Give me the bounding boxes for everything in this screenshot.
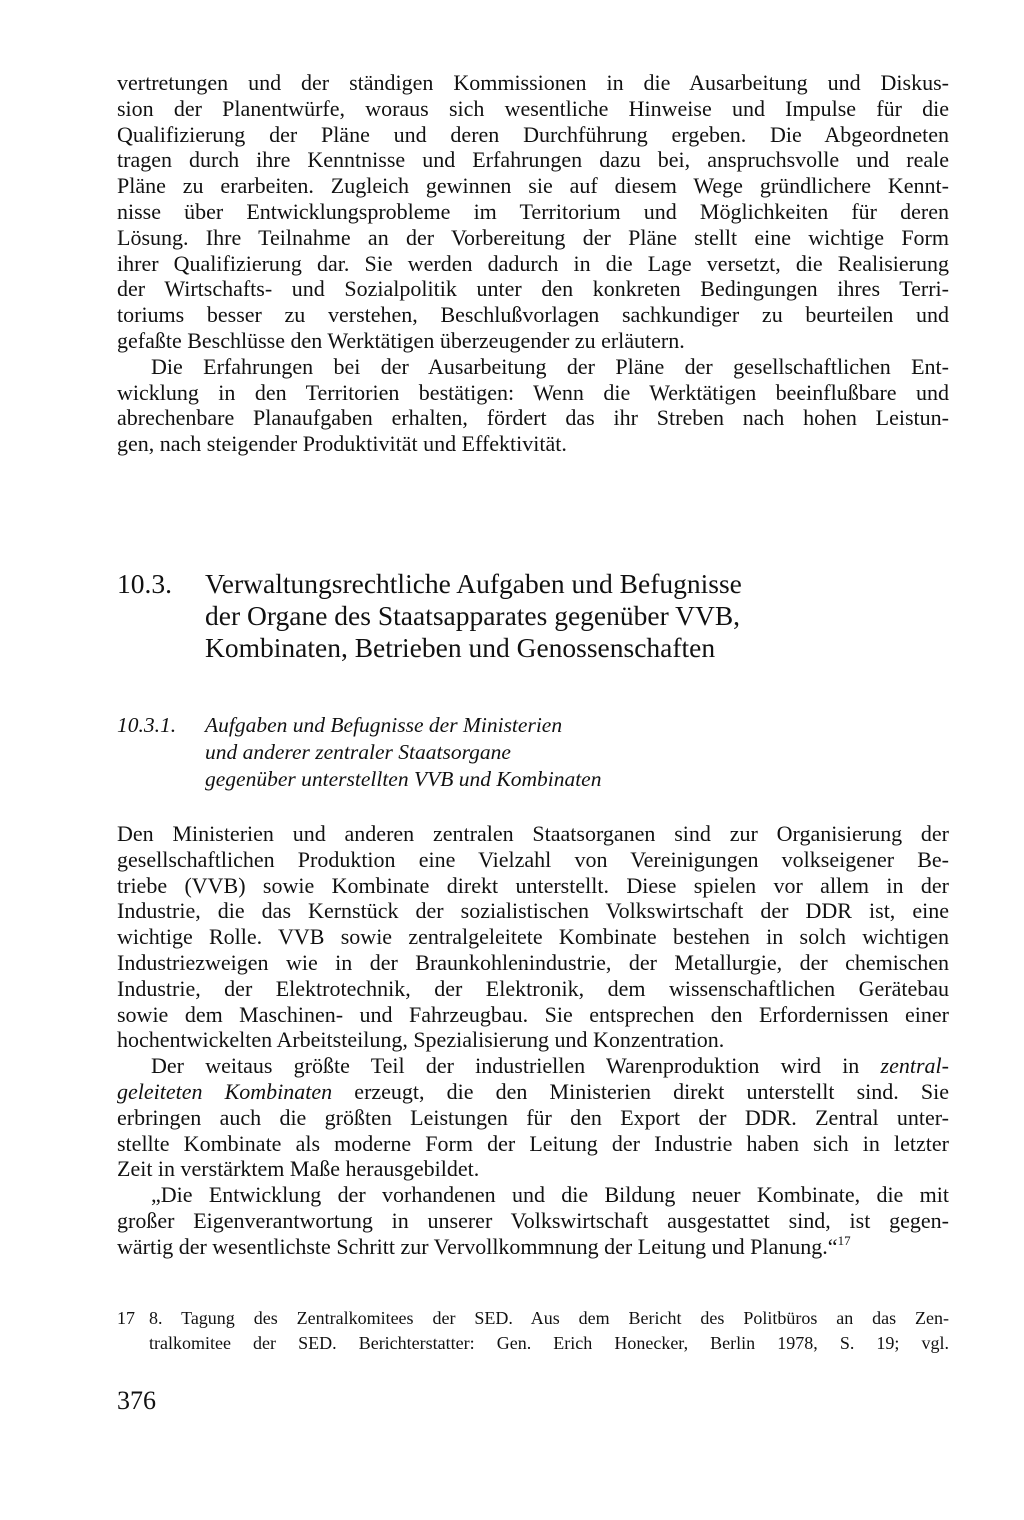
text-line: gesellschaftlichen Produktion eine Vielzahl von Vereinigungen volkseigener Be- [117,846,949,872]
text-run: wärtig der wesentlichste Schritt zur Vervollkommnung der Leitung und Planung.“ [117,1233,838,1259]
text-line: sowie dem Maschinen- und Fahrzeugbau. Sie entsprechen den Erfordernissen einer [117,1001,949,1027]
text-line: Industrie, der Elektrotechnik, der Elektronik, dem wissenschaftlichen Gerätebau [117,975,949,1001]
subsection-title-line: Aufgaben und Befugnisse der Ministerien [205,713,563,737]
text-line: toriums besser zu verstehen, Beschlußvorlagen sachkundiger zu beurteilen und [117,302,949,328]
footnote-reference: 17 [837,1232,851,1248]
text-line: der Wirtschafts- und Sozialpolitik unter den konkreten Bedingungen ihres Terri- [117,276,949,302]
paragraph-1 [117,70,949,354]
section-title-line: der Organe des Staatsapparates gegenüber VVB, [205,600,741,631]
text-line: tragen durch ihre Kenntnisse und Erfahrungen dazu bei, anspruchsvolle und reale [117,147,949,173]
subsection-title-line: gegenüber unterstellten VVB und Kombinaten [205,767,602,791]
text-line: großer Eigenverantwortung in unserer Volkswirtschaft ausgestattet sind, ist gegen- [117,1207,949,1233]
page-number: 376 [117,1386,156,1415]
subsection-title-line: und anderer zentraler Staatsorgane [205,740,511,764]
subsection-title [205,712,601,793]
body-text-block [117,821,949,1260]
emphasis-text: geleiteten Kombinaten [117,1078,333,1104]
text-line: gen, nach steigender Produktivität und Effektivität. [117,431,567,457]
text-line: abrechenbare Planaufgaben erhalten, fördert das ihr Streben nach hohen Leistun- [117,405,949,431]
section-number: 10.3. [117,568,172,599]
text-line [117,1053,949,1079]
text-run: Der weitaus größte Teil der industriellen Warenproduktion wird in [151,1053,881,1079]
paragraph-2 [117,354,949,457]
paragraph-4 [117,1053,949,1182]
section-title [205,568,742,664]
text-line: triebe (VVB) sowie Kombinate direkt unterstellt. Diese spielen vor allem in der [117,872,949,898]
paragraph-5 [117,1182,949,1259]
text-line: Industriezweigen wie in der Braunkohlenindustrie, der Metallurgie, der chemischen [117,949,949,975]
footnote-number: 17 [117,1308,135,1328]
text-line: vertretungen und der ständigen Kommissionen in die Ausarbeitung und Diskus- [117,70,949,95]
text-line: wicklung in den Territorien bestätigen: Wenn die Werktätigen beeinflußbare und [117,379,949,405]
text-line: Die Erfahrungen bei der Ausarbeitung der Pläne der gesellschaftlichen Ent- [151,353,949,379]
text-line: gefaßte Beschlüsse den Werktätigen überzeugender zu erläutern. [117,327,685,353]
text-line: erbringen auch die größten Leistungen für den Export der DDR. Zentral unter- [117,1104,949,1130]
text-line: Lösung. Ihre Teilnahme an der Vorbereitung der Pläne stellt eine wichtige Form [117,224,949,250]
top-text-block [117,70,949,457]
section-title-line: Kombinaten, Betrieben und Genossenschaften [205,632,716,663]
text-run: erzeugt, die den Ministerien direkt unterstellt sind. Sie [332,1078,949,1104]
footnote-text [149,1306,949,1355]
text-line: hochentwickelten Arbeitsteilung, Spezialisierung und Konzentration. [117,1027,725,1053]
footnote-line: tralkomitee der SED. Berichterstatter: Gen. Erich Honecker, Berlin 1978, S. 19; vgl. [149,1332,949,1353]
text-line: sion der Planentwürfe, woraus sich wesentliche Hinweise und Impulse für die [117,95,949,121]
text-line: Zeit in verstärktem Maße herausgebildet. [117,1156,480,1182]
text-line: Pläne zu erarbeiten. Zugleich gewinnen sie auf diesem Wege gründlichere Kennt- [117,173,949,199]
text-line: wichtige Rolle. VVB sowie zentralgeleitete Kombinate bestehen in solch wichtigen [117,924,949,950]
emphasis-text: zentral- [880,1053,949,1079]
subsection-number: 10.3.1. [117,713,177,737]
text-line: Industrie, die das Kernstück der sozialistischen Volkswirtschaft der DDR ist, eine [117,898,949,924]
text-line: Den Ministerien und anderen zentralen Staatsorganen sind zur Organisierung der [117,821,949,846]
text-line: Qualifizierung der Pläne und deren Durchführung ergeben. Die Abgeordneten [117,121,949,147]
text-line: stellte Kombinate als moderne Form der Leitung der Industrie haben sich in letzter [117,1130,949,1156]
paragraph-3 [117,821,949,1053]
text-line: „Die Entwicklung der vorhandenen und die Bildung neuer Kombinate, die mit [151,1182,949,1208]
text-line [117,1234,949,1260]
text-line [117,1079,949,1105]
text-line: nisse über Entwicklungsprobleme im Territorium und Möglichkeiten für deren [117,198,949,224]
text-line: ihrer Qualifizierung dar. Sie werden dadurch in die Lage versetzt, die Realisierung [117,250,949,276]
section-title-line: Verwaltungsrechtliche Aufgaben und Befugnisse [205,568,742,599]
footnote-line: 8. Tagung des Zentralkomitees der SED. Aus dem Bericht des Politbüros an das Zen- [149,1308,949,1328]
